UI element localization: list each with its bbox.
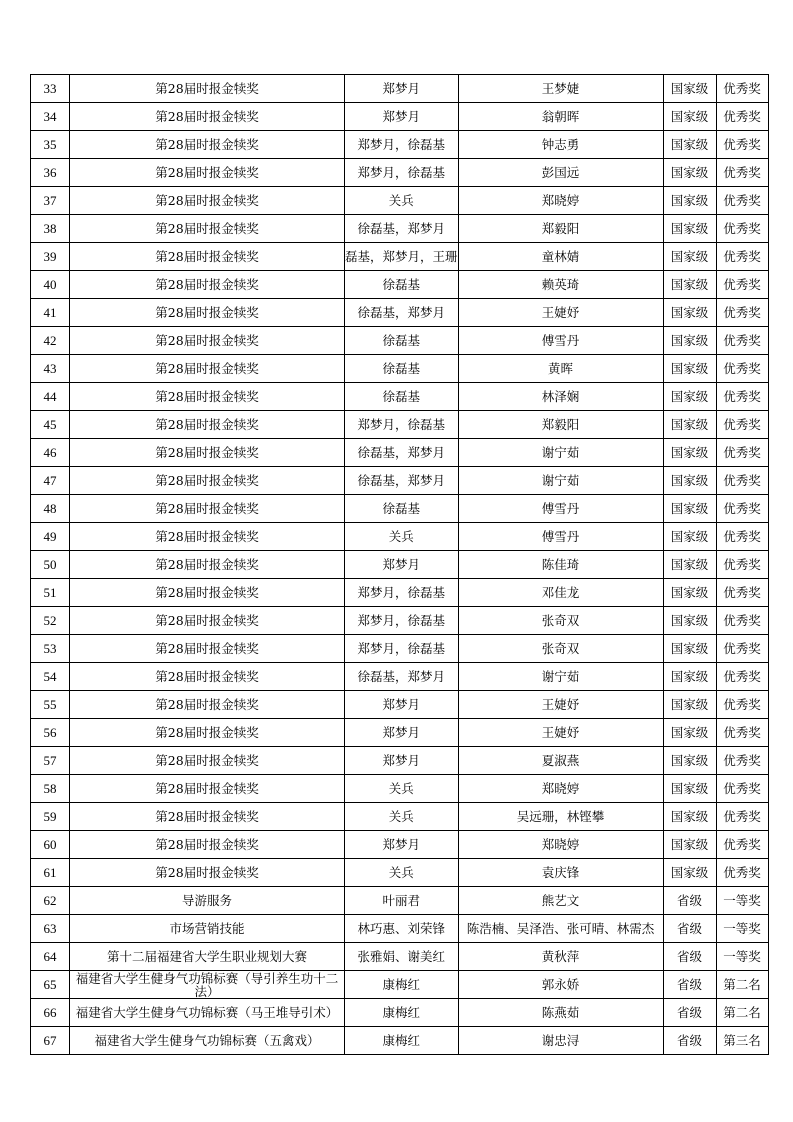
student-cell: 傅雪丹 <box>458 327 663 355</box>
row-number-cell: 42 <box>31 327 70 355</box>
instructor-cell: 关兵 <box>345 775 459 803</box>
table-row <box>31 999 769 1027</box>
student-cell: 陈佳琦 <box>458 551 663 579</box>
award-cell: 优秀奖 <box>716 831 768 859</box>
table-row <box>31 439 769 467</box>
instructor-cell: 郑梦月，徐磊基 <box>345 159 459 187</box>
student-cell: 王梦婕 <box>458 75 663 103</box>
table-row <box>31 103 769 131</box>
level-cell: 国家级 <box>663 719 716 747</box>
student-cell: 郭永娇 <box>458 971 663 999</box>
competition-name-cell: 第28届时报金犊奖 <box>70 719 345 747</box>
instructor-cell: 张雅娟、谢美红 <box>345 943 459 971</box>
student-cell: 赖英琦 <box>458 271 663 299</box>
competition-name-cell: 第28届时报金犊奖 <box>70 467 345 495</box>
row-number-cell: 36 <box>31 159 70 187</box>
instructor-cell: 徐磊基，郑梦月 <box>345 663 459 691</box>
student-cell: 郑晓婷 <box>458 187 663 215</box>
instructor-cell: 徐磊基 <box>345 383 459 411</box>
student-cell: 谢忠浔 <box>458 1027 663 1055</box>
row-number-cell: 44 <box>31 383 70 411</box>
student-cell: 黄晖 <box>458 355 663 383</box>
level-cell: 国家级 <box>663 327 716 355</box>
instructor-cell: 林巧惠、刘荣锋 <box>345 915 459 943</box>
instructor-cell: 关兵 <box>345 803 459 831</box>
level-cell: 省级 <box>663 943 716 971</box>
award-cell: 优秀奖 <box>716 495 768 523</box>
level-cell: 国家级 <box>663 747 716 775</box>
row-number-cell: 45 <box>31 411 70 439</box>
competition-name-cell: 第28届时报金犊奖 <box>70 271 345 299</box>
table-row <box>31 327 769 355</box>
competition-name-cell: 第28届时报金犊奖 <box>70 831 345 859</box>
table-row <box>31 719 769 747</box>
table-row <box>31 495 769 523</box>
instructor-cell: 叶丽君 <box>345 887 459 915</box>
award-cell: 优秀奖 <box>716 299 768 327</box>
student-cell: 吴远珊，林铿攀 <box>458 803 663 831</box>
row-number-cell: 66 <box>31 999 70 1027</box>
table-row <box>31 467 769 495</box>
competition-name-cell: 第28届时报金犊奖 <box>70 551 345 579</box>
table-row <box>31 215 769 243</box>
award-cell: 优秀奖 <box>716 243 768 271</box>
row-number-cell: 40 <box>31 271 70 299</box>
table-row <box>31 747 769 775</box>
instructor-cell: 徐磊基，郑梦月 <box>345 299 459 327</box>
instructor-cell: 徐磊基，郑梦月 <box>345 215 459 243</box>
table-row <box>31 859 769 887</box>
level-cell: 国家级 <box>663 103 716 131</box>
instructor-cell: 郑梦月，徐磊基 <box>345 411 459 439</box>
competition-name-cell: 第28届时报金犊奖 <box>70 355 345 383</box>
level-cell: 省级 <box>663 971 716 999</box>
awards-table <box>30 74 769 1055</box>
row-number-cell: 41 <box>31 299 70 327</box>
competition-name-cell: 第十二届福建省大学生职业规划大赛 <box>70 943 345 971</box>
student-cell: 童林婧 <box>458 243 663 271</box>
award-cell: 优秀奖 <box>716 523 768 551</box>
award-cell: 一等奖 <box>716 943 768 971</box>
competition-name-cell: 导游服务 <box>70 887 345 915</box>
row-number-cell: 39 <box>31 243 70 271</box>
competition-name-cell: 第28届时报金犊奖 <box>70 775 345 803</box>
table-row <box>31 243 769 271</box>
row-number-cell: 34 <box>31 103 70 131</box>
instructor-cell: 郑梦月 <box>345 551 459 579</box>
student-cell: 郑晓婷 <box>458 831 663 859</box>
row-number-cell: 61 <box>31 859 70 887</box>
award-cell: 优秀奖 <box>716 663 768 691</box>
competition-name-cell: 第28届时报金犊奖 <box>70 383 345 411</box>
competition-name-cell: 第28届时报金犊奖 <box>70 411 345 439</box>
table-row <box>31 75 769 103</box>
award-cell: 优秀奖 <box>716 383 768 411</box>
instructor-cell: 郑梦月 <box>345 103 459 131</box>
row-number-cell: 64 <box>31 943 70 971</box>
student-cell: 陈燕茹 <box>458 999 663 1027</box>
student-cell: 张奇双 <box>458 607 663 635</box>
row-number-cell: 53 <box>31 635 70 663</box>
award-cell: 优秀奖 <box>716 103 768 131</box>
student-cell: 黄秋萍 <box>458 943 663 971</box>
row-number-cell: 54 <box>31 663 70 691</box>
competition-name-cell: 第28届时报金犊奖 <box>70 523 345 551</box>
competition-name-cell: 第28届时报金犊奖 <box>70 159 345 187</box>
award-cell: 优秀奖 <box>716 803 768 831</box>
award-cell: 优秀奖 <box>716 159 768 187</box>
competition-name-cell: 第28届时报金犊奖 <box>70 691 345 719</box>
instructor-cell: 郑梦月 <box>345 719 459 747</box>
instructor-cell: 徐磊基，郑梦月 <box>345 467 459 495</box>
table-row <box>31 523 769 551</box>
award-cell: 优秀奖 <box>716 131 768 159</box>
row-number-cell: 47 <box>31 467 70 495</box>
instructor-cell: 郑梦月 <box>345 691 459 719</box>
row-number-cell: 60 <box>31 831 70 859</box>
row-number-cell: 67 <box>31 1027 70 1055</box>
award-cell: 优秀奖 <box>716 355 768 383</box>
table-row <box>31 803 769 831</box>
level-cell: 国家级 <box>663 187 716 215</box>
competition-name-cell: 第28届时报金犊奖 <box>70 299 345 327</box>
table-row <box>31 131 769 159</box>
level-cell: 省级 <box>663 1027 716 1055</box>
level-cell: 国家级 <box>663 75 716 103</box>
level-cell: 国家级 <box>663 803 716 831</box>
row-number-cell: 48 <box>31 495 70 523</box>
instructor-cell: 郑梦月 <box>345 75 459 103</box>
award-cell: 优秀奖 <box>716 635 768 663</box>
table-row <box>31 943 769 971</box>
award-cell: 优秀奖 <box>716 215 768 243</box>
award-cell: 优秀奖 <box>716 579 768 607</box>
table-row <box>31 831 769 859</box>
student-cell: 熊艺文 <box>458 887 663 915</box>
table-row <box>31 887 769 915</box>
award-cell: 优秀奖 <box>716 439 768 467</box>
student-cell: 郑毅阳 <box>458 215 663 243</box>
student-cell: 袁庆锋 <box>458 859 663 887</box>
award-cell: 优秀奖 <box>716 187 768 215</box>
instructor-cell: 关兵 <box>345 187 459 215</box>
level-cell: 国家级 <box>663 131 716 159</box>
row-number-cell: 58 <box>31 775 70 803</box>
table-row <box>31 411 769 439</box>
table-row <box>31 551 769 579</box>
student-cell: 谢宁茹 <box>458 467 663 495</box>
table-row <box>31 187 769 215</box>
student-cell: 王婕妤 <box>458 691 663 719</box>
instructor-cell: 徐磊基 <box>345 271 459 299</box>
table-row <box>31 663 769 691</box>
competition-name-cell: 第28届时报金犊奖 <box>70 75 345 103</box>
student-cell: 钟志勇 <box>458 131 663 159</box>
competition-name-cell: 市场营销技能 <box>70 915 345 943</box>
level-cell: 国家级 <box>663 635 716 663</box>
level-cell: 国家级 <box>663 159 716 187</box>
instructor-cell: 徐磊基 <box>345 327 459 355</box>
instructor-cell: 郑梦月 <box>345 747 459 775</box>
instructor-cell: 徐磊基，郑梦月 <box>345 439 459 467</box>
row-number-cell: 35 <box>31 131 70 159</box>
award-cell: 一等奖 <box>716 887 768 915</box>
instructor-cell: 郑梦月，徐磊基 <box>345 131 459 159</box>
student-cell: 王婕妤 <box>458 299 663 327</box>
instructor-cell: 康梅红 <box>345 999 459 1027</box>
student-cell: 张奇双 <box>458 635 663 663</box>
competition-name-cell: 福建省大学生健身气功锦标赛（马王堆导引术） <box>70 999 345 1027</box>
student-cell: 夏淑燕 <box>458 747 663 775</box>
instructor-cell: 郑梦月，徐磊基 <box>345 635 459 663</box>
table-row <box>31 607 769 635</box>
student-cell: 傅雪丹 <box>458 495 663 523</box>
student-cell: 陈浩楠、吴泽浩、张可晴、林需杰 <box>458 915 663 943</box>
row-number-cell: 63 <box>31 915 70 943</box>
level-cell: 省级 <box>663 915 716 943</box>
level-cell: 国家级 <box>663 691 716 719</box>
competition-name-cell: 第28届时报金犊奖 <box>70 495 345 523</box>
table-row <box>31 299 769 327</box>
competition-name-cell: 第28届时报金犊奖 <box>70 803 345 831</box>
competition-name-cell: 福建省大学生健身气功锦标赛（导引养生功十二法） <box>70 971 345 999</box>
row-number-cell: 46 <box>31 439 70 467</box>
level-cell: 国家级 <box>663 775 716 803</box>
competition-name-cell: 第28届时报金犊奖 <box>70 635 345 663</box>
level-cell: 国家级 <box>663 467 716 495</box>
level-cell: 国家级 <box>663 495 716 523</box>
award-cell: 第二名 <box>716 971 768 999</box>
level-cell: 国家级 <box>663 663 716 691</box>
table-row <box>31 1027 769 1055</box>
student-cell: 邓佳龙 <box>458 579 663 607</box>
table-row <box>31 355 769 383</box>
level-cell: 国家级 <box>663 579 716 607</box>
level-cell: 国家级 <box>663 355 716 383</box>
row-number-cell: 49 <box>31 523 70 551</box>
table-row <box>31 775 769 803</box>
row-number-cell: 52 <box>31 607 70 635</box>
row-number-cell: 59 <box>31 803 70 831</box>
instructor-cell: 康梅红 <box>345 971 459 999</box>
competition-name-cell: 第28届时报金犊奖 <box>70 103 345 131</box>
award-cell: 一等奖 <box>716 915 768 943</box>
award-cell: 第二名 <box>716 999 768 1027</box>
instructor-cell: 郑梦月 <box>345 831 459 859</box>
row-number-cell: 33 <box>31 75 70 103</box>
row-number-cell: 51 <box>31 579 70 607</box>
level-cell: 省级 <box>663 887 716 915</box>
instructor-cell: 关兵 <box>345 859 459 887</box>
award-cell: 优秀奖 <box>716 551 768 579</box>
instructor-cell: 磊基，郑梦月，王珊 <box>345 243 459 271</box>
row-number-cell: 43 <box>31 355 70 383</box>
student-cell: 谢宁茹 <box>458 663 663 691</box>
level-cell: 国家级 <box>663 411 716 439</box>
row-number-cell: 55 <box>31 691 70 719</box>
student-cell: 翁朝晖 <box>458 103 663 131</box>
award-cell: 优秀奖 <box>716 271 768 299</box>
student-cell: 郑毅阳 <box>458 411 663 439</box>
table-row <box>31 159 769 187</box>
table-row <box>31 383 769 411</box>
student-cell: 王婕妤 <box>458 719 663 747</box>
level-cell: 国家级 <box>663 607 716 635</box>
award-cell: 优秀奖 <box>716 747 768 775</box>
award-cell: 优秀奖 <box>716 411 768 439</box>
table-row <box>31 691 769 719</box>
instructor-cell: 康梅红 <box>345 1027 459 1055</box>
row-number-cell: 38 <box>31 215 70 243</box>
competition-name-cell: 第28届时报金犊奖 <box>70 187 345 215</box>
instructor-cell: 郑梦月，徐磊基 <box>345 607 459 635</box>
student-cell: 谢宁茹 <box>458 439 663 467</box>
row-number-cell: 65 <box>31 971 70 999</box>
competition-name-cell: 第28届时报金犊奖 <box>70 747 345 775</box>
award-cell: 优秀奖 <box>716 719 768 747</box>
student-cell: 傅雪丹 <box>458 523 663 551</box>
award-cell: 优秀奖 <box>716 607 768 635</box>
level-cell: 国家级 <box>663 523 716 551</box>
competition-name-cell: 第28届时报金犊奖 <box>70 243 345 271</box>
level-cell: 国家级 <box>663 215 716 243</box>
award-cell: 优秀奖 <box>716 75 768 103</box>
row-number-cell: 50 <box>31 551 70 579</box>
level-cell: 国家级 <box>663 243 716 271</box>
award-cell: 优秀奖 <box>716 467 768 495</box>
student-cell: 彭国远 <box>458 159 663 187</box>
competition-name-cell: 第28届时报金犊奖 <box>70 607 345 635</box>
level-cell: 国家级 <box>663 383 716 411</box>
award-cell: 第三名 <box>716 1027 768 1055</box>
level-cell: 省级 <box>663 999 716 1027</box>
award-cell: 优秀奖 <box>716 691 768 719</box>
level-cell: 国家级 <box>663 271 716 299</box>
instructor-cell: 徐磊基 <box>345 355 459 383</box>
row-number-cell: 62 <box>31 887 70 915</box>
level-cell: 国家级 <box>663 551 716 579</box>
award-cell: 优秀奖 <box>716 775 768 803</box>
table-row <box>31 971 769 999</box>
competition-name-cell: 福建省大学生健身气功锦标赛（五禽戏） <box>70 1027 345 1055</box>
table-row <box>31 579 769 607</box>
competition-name-cell: 第28届时报金犊奖 <box>70 439 345 467</box>
row-number-cell: 57 <box>31 747 70 775</box>
table-row <box>31 635 769 663</box>
row-number-cell: 37 <box>31 187 70 215</box>
competition-name-cell: 第28届时报金犊奖 <box>70 859 345 887</box>
instructor-cell: 徐磊基 <box>345 495 459 523</box>
instructor-cell: 关兵 <box>345 523 459 551</box>
awards-table-body <box>31 75 769 1055</box>
award-cell: 优秀奖 <box>716 327 768 355</box>
level-cell: 国家级 <box>663 299 716 327</box>
competition-name-cell: 第28届时报金犊奖 <box>70 215 345 243</box>
instructor-cell: 郑梦月，徐磊基 <box>345 579 459 607</box>
table-row <box>31 271 769 299</box>
table-row <box>31 915 769 943</box>
award-cell: 优秀奖 <box>716 859 768 887</box>
competition-name-cell: 第28届时报金犊奖 <box>70 663 345 691</box>
row-number-cell: 56 <box>31 719 70 747</box>
level-cell: 国家级 <box>663 859 716 887</box>
student-cell: 林泽娴 <box>458 383 663 411</box>
competition-name-cell: 第28届时报金犊奖 <box>70 131 345 159</box>
student-cell: 郑晓婷 <box>458 775 663 803</box>
competition-name-cell: 第28届时报金犊奖 <box>70 327 345 355</box>
level-cell: 国家级 <box>663 831 716 859</box>
competition-name-cell: 第28届时报金犊奖 <box>70 579 345 607</box>
level-cell: 国家级 <box>663 439 716 467</box>
